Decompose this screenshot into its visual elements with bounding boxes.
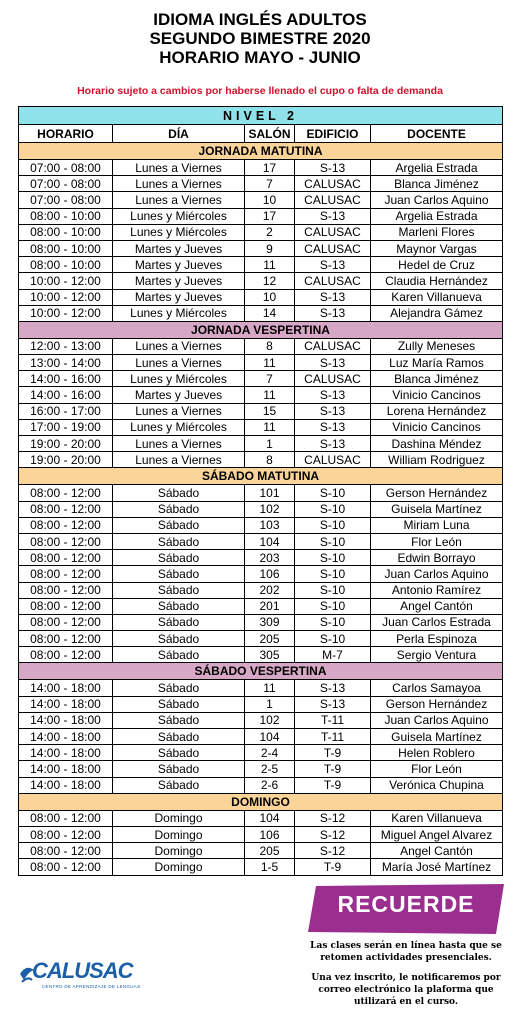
cell-edificio: S-10 <box>295 598 371 614</box>
cell-dia: Domingo <box>113 859 245 875</box>
cell-salon: 2-5 <box>245 761 295 777</box>
cell-docente: Maynor Vargas <box>371 240 503 256</box>
cell-dia: Lunes a Viernes <box>113 192 245 208</box>
cell-horario: 08:00 - 10:00 <box>19 257 113 273</box>
cell-edificio: S-13 <box>295 403 371 419</box>
cell-dia: Sábado <box>113 777 245 793</box>
cell-horario: 08:00 - 12:00 <box>19 533 113 549</box>
cell-docente: Verónica Chupina <box>371 777 503 793</box>
cell-docente: Karen Villanueva <box>371 289 503 305</box>
cell-salon: 101 <box>245 485 295 501</box>
cell-docente: Flor León <box>371 761 503 777</box>
col-edificio: EDIFICIO <box>295 125 371 143</box>
cell-salon: 309 <box>245 614 295 630</box>
table-row <box>19 533 503 549</box>
cell-docente: Marleni Flores <box>371 224 503 240</box>
cell-dia: Sábado <box>113 745 245 761</box>
cell-horario: 19:00 - 20:00 <box>19 452 113 468</box>
cell-horario: 08:00 - 12:00 <box>19 598 113 614</box>
table-row <box>19 647 503 663</box>
cell-edificio: S-10 <box>295 517 371 533</box>
cell-edificio: CALUSAC <box>295 371 371 387</box>
cell-salon: 1 <box>245 436 295 452</box>
page-header <box>0 10 520 67</box>
cell-docente: Vinicio Cancinos <box>371 419 503 435</box>
col-salon: SALÓN <box>245 125 295 143</box>
cell-docente: Carlos Samayoa <box>371 680 503 696</box>
cell-dia: Martes y Jueves <box>113 240 245 256</box>
cell-salon: 8 <box>245 452 295 468</box>
section-row <box>19 321 503 338</box>
cell-horario: 14:00 - 18:00 <box>19 745 113 761</box>
cell-dia: Sábado <box>113 566 245 582</box>
cell-horario: 19:00 - 20:00 <box>19 436 113 452</box>
cell-salon: 1-5 <box>245 859 295 875</box>
page-subtitle: SEGUNDO BIMESTRE 2020 <box>149 29 371 48</box>
cell-docente: Zully Meneses <box>371 338 503 354</box>
cell-dia: Sábado <box>113 550 245 566</box>
section-row <box>19 793 503 810</box>
cell-docente: Vinicio Cancinos <box>371 387 503 403</box>
cell-docente: Antonio Ramírez <box>371 582 503 598</box>
cell-edificio: CALUSAC <box>295 176 371 192</box>
section-title: DOMINGO <box>19 793 503 810</box>
cell-edificio: S-10 <box>295 566 371 582</box>
cell-salon: 103 <box>245 517 295 533</box>
cell-docente: Alejandra Gámez <box>371 305 503 321</box>
cell-horario: 08:00 - 12:00 <box>19 501 113 517</box>
page-period: HORARIO MAYO - JUNIO <box>159 48 361 67</box>
cell-horario: 17:00 - 19:00 <box>19 419 113 435</box>
recuerde-label: RECUERDE <box>337 891 475 917</box>
cell-docente: Gerson Hernández <box>371 696 503 712</box>
cell-dia: Martes y Jueves <box>113 387 245 403</box>
cell-docente: William Rodriguez <box>371 452 503 468</box>
cell-docente: Karen Villanueva <box>371 810 503 826</box>
cell-horario: 08:00 - 12:00 <box>19 582 113 598</box>
table-row <box>19 240 503 256</box>
table-row <box>19 777 503 793</box>
cell-edificio: CALUSAC <box>295 273 371 289</box>
cell-docente: Guisela Martínez <box>371 729 503 745</box>
cell-horario: 07:00 - 08:00 <box>19 192 113 208</box>
cell-edificio: CALUSAC <box>295 192 371 208</box>
cell-horario: 14:00 - 18:00 <box>19 680 113 696</box>
table-row <box>19 371 503 387</box>
table-row <box>19 485 503 501</box>
cell-dia: Lunes y Miércoles <box>113 371 245 387</box>
cell-salon: 202 <box>245 582 295 598</box>
cell-docente: Guisela Martínez <box>371 501 503 517</box>
cell-edificio: S-13 <box>295 160 371 176</box>
cell-salon: 12 <box>245 273 295 289</box>
table-row <box>19 843 503 859</box>
cell-horario: 08:00 - 10:00 <box>19 224 113 240</box>
cell-edificio: S-13 <box>295 305 371 321</box>
nivel-label: NIVEL 2 <box>19 107 503 125</box>
cell-docente: Angel Cantón <box>371 843 503 859</box>
cell-edificio: CALUSAC <box>295 224 371 240</box>
cell-salon: 205 <box>245 631 295 647</box>
nivel-row <box>19 107 503 125</box>
table-row <box>19 614 503 630</box>
cell-edificio: S-13 <box>295 680 371 696</box>
cell-horario: 13:00 - 14:00 <box>19 355 113 371</box>
cell-edificio: T-11 <box>295 712 371 728</box>
cell-docente: Helen Roblero <box>371 745 503 761</box>
cell-horario: 08:00 - 10:00 <box>19 240 113 256</box>
cell-edificio: S-10 <box>295 485 371 501</box>
table-row <box>19 452 503 468</box>
section-title: SÁBADO MATUTINA <box>19 468 503 485</box>
cell-salon: 106 <box>245 826 295 842</box>
col-docente: DOCENTE <box>371 125 503 143</box>
cell-salon: 7 <box>245 176 295 192</box>
table-row <box>19 305 503 321</box>
cell-edificio: S-10 <box>295 550 371 566</box>
cell-salon: 17 <box>245 160 295 176</box>
table-row <box>19 517 503 533</box>
cell-salon: 305 <box>245 647 295 663</box>
cell-docente: Lorena Hernández <box>371 403 503 419</box>
cell-dia: Sábado <box>113 712 245 728</box>
cell-salon: 102 <box>245 712 295 728</box>
schedule-table <box>18 106 503 876</box>
cell-salon: 10 <box>245 289 295 305</box>
cell-dia: Domingo <box>113 810 245 826</box>
table-row <box>19 712 503 728</box>
cell-docente: Sergio Ventura <box>371 647 503 663</box>
cell-dia: Lunes y Miércoles <box>113 208 245 224</box>
cell-salon: 11 <box>245 387 295 403</box>
cell-docente: Miriam Luna <box>371 517 503 533</box>
cell-dia: Sábado <box>113 614 245 630</box>
cell-salon: 17 <box>245 208 295 224</box>
table-row <box>19 550 503 566</box>
cell-dia: Sábado <box>113 647 245 663</box>
cell-dia: Sábado <box>113 485 245 501</box>
table-row <box>19 257 503 273</box>
cell-dia: Sábado <box>113 582 245 598</box>
cell-horario: 16:00 - 17:00 <box>19 403 113 419</box>
cell-edificio: CALUSAC <box>295 240 371 256</box>
cell-salon: 2-6 <box>245 777 295 793</box>
calusac-logo-subtitle: CENTRO DE APRENDIZAJE DE LENGUAS <box>42 984 141 989</box>
cell-docente: Dashina Méndez <box>371 436 503 452</box>
table-row <box>19 501 503 517</box>
cell-docente: Claudia Hernández <box>371 273 503 289</box>
cell-salon: 104 <box>245 533 295 549</box>
cell-edificio: S-10 <box>295 614 371 630</box>
table-row <box>19 631 503 647</box>
table-row <box>19 419 503 435</box>
cell-edificio: S-12 <box>295 843 371 859</box>
cell-salon: 2 <box>245 224 295 240</box>
cell-docente: Gerson Hernández <box>371 485 503 501</box>
cell-docente: Hedel de Cruz <box>371 257 503 273</box>
cell-edificio: CALUSAC <box>295 452 371 468</box>
cell-horario: 14:00 - 18:00 <box>19 777 113 793</box>
cell-edificio: S-13 <box>295 257 371 273</box>
cell-horario: 07:00 - 08:00 <box>19 160 113 176</box>
cell-dia: Lunes a Viernes <box>113 436 245 452</box>
cell-edificio: S-13 <box>295 436 371 452</box>
cell-dia: Sábado <box>113 598 245 614</box>
cell-docente: Argelia Estrada <box>371 208 503 224</box>
cell-edificio: S-12 <box>295 810 371 826</box>
table-row <box>19 176 503 192</box>
cell-docente: Juan Carlos Aquino <box>371 192 503 208</box>
cell-horario: 08:00 - 12:00 <box>19 859 113 875</box>
table-row <box>19 355 503 371</box>
cell-dia: Martes y Jueves <box>113 273 245 289</box>
cell-horario: 10:00 - 12:00 <box>19 289 113 305</box>
cell-salon: 10 <box>245 192 295 208</box>
table-row <box>19 160 503 176</box>
cell-edificio: M-7 <box>295 647 371 663</box>
cell-salon: 205 <box>245 843 295 859</box>
cell-salon: 8 <box>245 338 295 354</box>
cell-dia: Sábado <box>113 729 245 745</box>
cell-horario: 08:00 - 10:00 <box>19 208 113 224</box>
cell-docente: Juan Carlos Estrada <box>371 614 503 630</box>
table-row <box>19 273 503 289</box>
cell-dia: Sábado <box>113 631 245 647</box>
cell-salon: 203 <box>245 550 295 566</box>
cell-dia: Sábado <box>113 501 245 517</box>
cell-horario: 08:00 - 12:00 <box>19 826 113 842</box>
cell-dia: Lunes a Viernes <box>113 452 245 468</box>
table-row <box>19 810 503 826</box>
section-title: SÁBADO VESPERTINA <box>19 663 503 680</box>
table-row <box>19 289 503 305</box>
cell-dia: Lunes y Miércoles <box>113 224 245 240</box>
table-row <box>19 826 503 842</box>
cell-salon: 14 <box>245 305 295 321</box>
table-row <box>19 338 503 354</box>
cell-salon: 9 <box>245 240 295 256</box>
cell-salon: 102 <box>245 501 295 517</box>
cell-dia: Sábado <box>113 761 245 777</box>
cell-docente: Edwin Borrayo <box>371 550 503 566</box>
cell-dia: Sábado <box>113 533 245 549</box>
cell-horario: 10:00 - 12:00 <box>19 305 113 321</box>
section-row <box>19 143 503 160</box>
cell-dia: Lunes a Viernes <box>113 355 245 371</box>
cell-salon: 11 <box>245 680 295 696</box>
cell-horario: 14:00 - 16:00 <box>19 371 113 387</box>
cell-edificio: T-9 <box>295 761 371 777</box>
cell-docente: Flor León <box>371 533 503 549</box>
table-row <box>19 745 503 761</box>
cell-edificio: T-9 <box>295 777 371 793</box>
table-row <box>19 859 503 875</box>
table-row <box>19 436 503 452</box>
cell-docente: Argelia Estrada <box>371 160 503 176</box>
cell-salon: 104 <box>245 810 295 826</box>
table-row <box>19 387 503 403</box>
table-row <box>19 582 503 598</box>
table-row <box>19 598 503 614</box>
cell-salon: 11 <box>245 257 295 273</box>
cell-edificio: T-9 <box>295 745 371 761</box>
cell-dia: Domingo <box>113 826 245 842</box>
cell-salon: 2-4 <box>245 745 295 761</box>
cell-salon: 7 <box>245 371 295 387</box>
header-row <box>19 125 503 143</box>
cell-docente: Angel Cantón <box>371 598 503 614</box>
cell-horario: 08:00 - 12:00 <box>19 485 113 501</box>
cell-salon: 11 <box>245 355 295 371</box>
cell-docente: Blanca Jiménez <box>371 176 503 192</box>
cell-horario: 07:00 - 08:00 <box>19 176 113 192</box>
cell-edificio: S-12 <box>295 826 371 842</box>
cell-dia: Lunes y Miércoles <box>113 305 245 321</box>
cell-dia: Lunes a Viernes <box>113 338 245 354</box>
cell-edificio: T-9 <box>295 859 371 875</box>
table-row <box>19 680 503 696</box>
col-horario: HORARIO <box>19 125 113 143</box>
cell-horario: 14:00 - 18:00 <box>19 712 113 728</box>
table-row <box>19 224 503 240</box>
table-row <box>19 761 503 777</box>
cell-dia: Sábado <box>113 517 245 533</box>
table-row <box>19 729 503 745</box>
section-row <box>19 468 503 485</box>
cell-horario: 08:00 - 12:00 <box>19 810 113 826</box>
cell-horario: 08:00 - 12:00 <box>19 614 113 630</box>
cell-horario: 12:00 - 13:00 <box>19 338 113 354</box>
cell-docente: María José Martínez <box>371 859 503 875</box>
cell-horario: 08:00 - 12:00 <box>19 517 113 533</box>
cell-dia: Martes y Jueves <box>113 257 245 273</box>
cell-docente: Perla Espinoza <box>371 631 503 647</box>
cell-edificio: S-13 <box>295 696 371 712</box>
cell-dia: Martes y Jueves <box>113 289 245 305</box>
cell-horario: 14:00 - 16:00 <box>19 387 113 403</box>
cell-edificio: S-10 <box>295 582 371 598</box>
table-row <box>19 696 503 712</box>
cell-salon: 106 <box>245 566 295 582</box>
cell-edificio: S-13 <box>295 208 371 224</box>
cell-edificio: CALUSAC <box>295 338 371 354</box>
cell-horario: 08:00 - 12:00 <box>19 566 113 582</box>
cell-salon: 104 <box>245 729 295 745</box>
cell-horario: 08:00 - 12:00 <box>19 843 113 859</box>
section-title: JORNADA MATUTINA <box>19 143 503 160</box>
cell-horario: 14:00 - 18:00 <box>19 729 113 745</box>
cell-docente: Miguel Angel Alvarez <box>371 826 503 842</box>
cell-dia: Lunes a Viernes <box>113 176 245 192</box>
cell-horario: 14:00 - 18:00 <box>19 696 113 712</box>
table-row <box>19 208 503 224</box>
cell-dia: Domingo <box>113 843 245 859</box>
cell-dia: Sábado <box>113 680 245 696</box>
cell-horario: 14:00 - 18:00 <box>19 761 113 777</box>
info-online: Las clases serán en línea hasta que se retomen actividades presenciales. <box>310 941 502 963</box>
cell-salon: 1 <box>245 696 295 712</box>
cell-dia: Sábado <box>113 696 245 712</box>
table-row <box>19 566 503 582</box>
cell-edificio: S-10 <box>295 533 371 549</box>
table-row <box>19 192 503 208</box>
cell-docente: Juan Carlos Aquino <box>371 566 503 582</box>
cell-horario: 08:00 - 12:00 <box>19 647 113 663</box>
cell-edificio: S-13 <box>295 289 371 305</box>
cell-edificio: S-13 <box>295 387 371 403</box>
table-row <box>19 403 503 419</box>
calusac-logo-text: CALUSAC <box>32 958 133 983</box>
page-title: IDIOMA INGLÉS ADULTOS <box>153 10 367 29</box>
col-dia: DÍA <box>113 125 245 143</box>
cell-dia: Lunes a Viernes <box>113 160 245 176</box>
cell-edificio: S-13 <box>295 355 371 371</box>
schedule-notice: Horario sujeto a cambios por haberse llenado el cupo o falta de demanda <box>77 85 443 97</box>
section-row <box>19 663 503 680</box>
cell-edificio: S-10 <box>295 501 371 517</box>
cell-horario: 10:00 - 12:00 <box>19 273 113 289</box>
cell-edificio: S-13 <box>295 419 371 435</box>
cell-salon: 15 <box>245 403 295 419</box>
cell-salon: 11 <box>245 419 295 435</box>
info-notification: Una vez inscrito, le notificaremos por correo electrónico la plaforma que utilizará en el curso. <box>311 973 501 1007</box>
cell-horario: 08:00 - 12:00 <box>19 631 113 647</box>
cell-horario: 08:00 - 12:00 <box>19 550 113 566</box>
cell-docente: Luz María Ramos <box>371 355 503 371</box>
section-title: JORNADA VESPERTINA <box>19 321 503 338</box>
cell-docente: Juan Carlos Aquino <box>371 712 503 728</box>
cell-dia: Lunes a Viernes <box>113 403 245 419</box>
cell-dia: Lunes y Miércoles <box>113 419 245 435</box>
cell-edificio: T-11 <box>295 729 371 745</box>
cell-salon: 201 <box>245 598 295 614</box>
cell-docente: Blanca Jiménez <box>371 371 503 387</box>
cell-edificio: S-10 <box>295 631 371 647</box>
